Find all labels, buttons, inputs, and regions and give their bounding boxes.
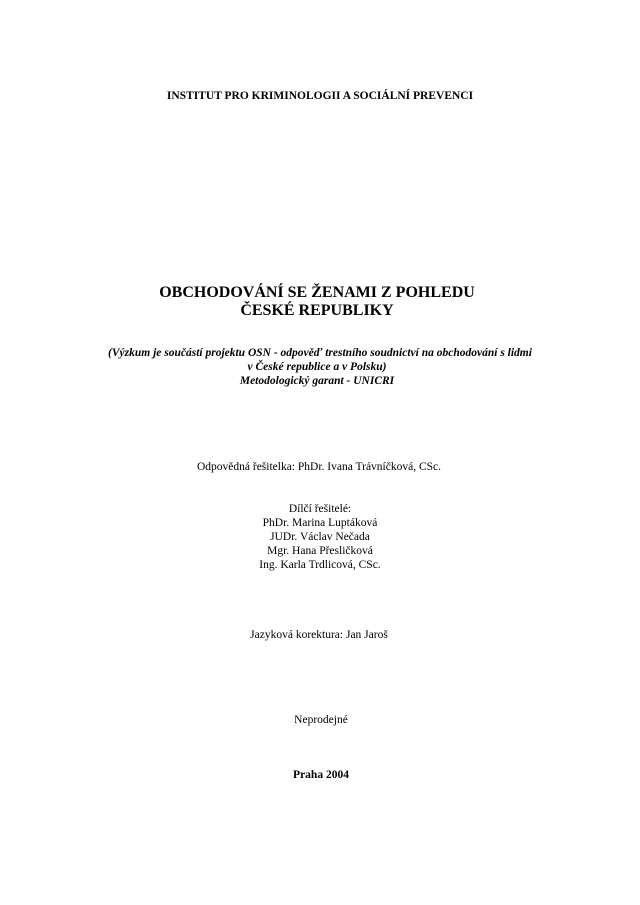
co-researcher-name: JUDr. Václav Nečada (270, 531, 370, 543)
co-researchers-list (0, 516, 640, 572)
subtitle-line-1: (Výzkum je součástí projektu OSN - odpověď trestního soudnictví na obchodování s lidmi (108, 347, 532, 359)
methodological-guarantor: Metodologický garant - UNICRI (239, 375, 395, 387)
co-researcher-name: PhDr. Marina Luptáková (262, 517, 378, 529)
co-researcher-name: Mgr. Hana Přesličková (267, 545, 373, 557)
document-title-line-1: OBCHODOVÁNÍ SE ŽENAMI Z POHLEDU (159, 284, 475, 301)
proofreading-credit: Jazyková korektura: Jan Jaroš (250, 629, 388, 641)
subtitle-line-2: v České republice a v Polsku) (247, 361, 387, 373)
place-and-year: Praha 2004 (293, 769, 349, 781)
document-title-line-2: ČESKÉ REPUBLIKY (240, 302, 394, 319)
lead-researcher: Odpovědná řešitelka: PhDr. Ivana Trávníčková, CSc. (196, 461, 441, 473)
co-researchers-heading: Dílčí řešitelé: (288, 503, 352, 515)
not-for-sale-note: Neprodejné (294, 714, 348, 726)
institute-name: INSTITUT PRO KRIMINOLOGII A SOCIÁLNÍ PREVENCI (166, 90, 474, 102)
co-researcher-name: Ing. Karla Trdlicová, CSc. (259, 559, 381, 571)
